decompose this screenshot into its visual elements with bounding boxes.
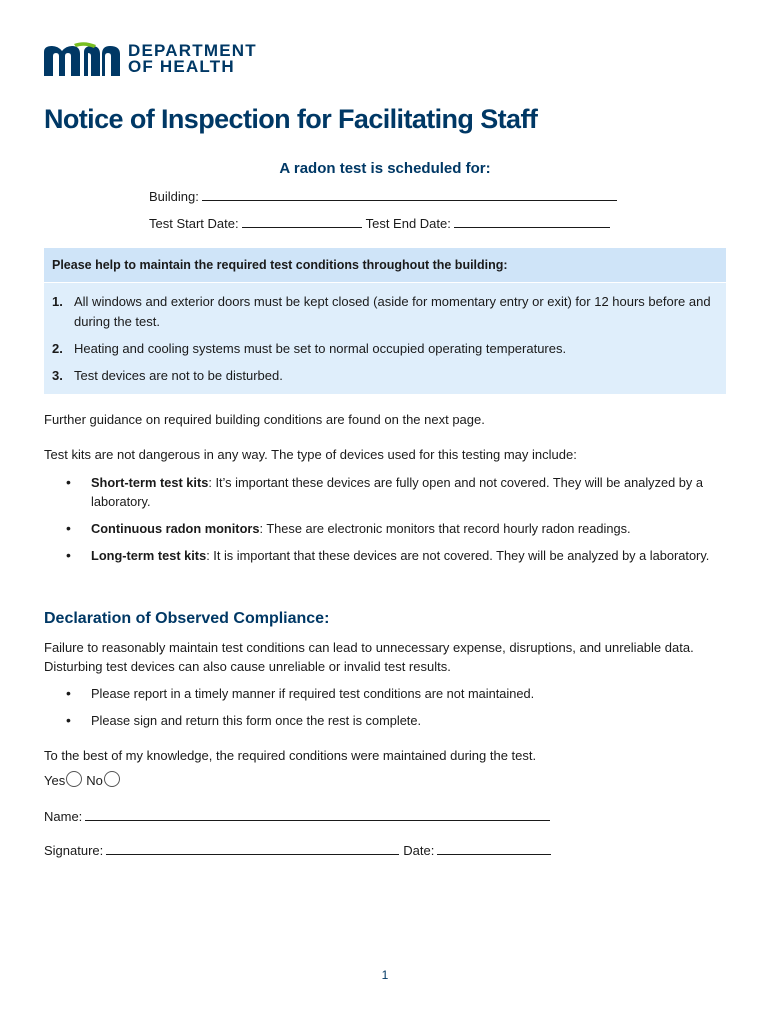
bullet-icon: • xyxy=(66,712,71,728)
condition-item xyxy=(52,366,712,386)
bullet-icon: • xyxy=(66,547,71,563)
declaration-bullet xyxy=(66,684,726,703)
condition-item xyxy=(52,339,712,359)
device-description xyxy=(91,546,709,565)
date-field[interactable] xyxy=(437,842,551,855)
test-start-field[interactable] xyxy=(242,215,362,228)
device-name: Continuous radon monitors xyxy=(91,521,260,536)
condition-text: Test devices are not to be disturbed. xyxy=(74,368,283,383)
bullet-icon: • xyxy=(66,520,71,536)
device-item xyxy=(66,546,726,565)
condition-number: 1. xyxy=(52,294,63,309)
yes-label: Yes xyxy=(44,773,66,788)
logo-wordmark xyxy=(128,43,257,75)
logo-line-2: OF HEALTH xyxy=(128,57,235,76)
test-end-field[interactable] xyxy=(454,215,610,228)
devices-intro: Test kits are not dangerous in any way. The type of devices used for this testing may include: xyxy=(44,447,577,462)
condition-text: All windows and exterior doors must be kept closed (aside for momentary entry or exit) for 12 hours before and during the test. xyxy=(74,294,711,329)
device-description xyxy=(91,473,726,511)
conditions-box-header xyxy=(44,248,726,283)
condition-number: 2. xyxy=(52,341,63,356)
declaration-bullet-text: Please sign and return this form once the rest is complete. xyxy=(91,713,422,728)
building-label: Building: xyxy=(149,189,199,204)
declaration-heading: Declaration of Observed Compliance: xyxy=(44,610,330,627)
bullet-icon: • xyxy=(66,685,71,701)
signature-label: Signature: xyxy=(44,843,104,858)
device-detail: : These are electronic monitors that record hourly radon readings. xyxy=(259,521,631,536)
building-field[interactable] xyxy=(202,188,617,201)
guidance-text: Further guidance on required building conditions are found on the next page. xyxy=(44,412,485,427)
yes-no-row xyxy=(44,771,734,790)
test-end-label: Test End Date: xyxy=(365,216,451,231)
condition-text: Heating and cooling systems must be set to normal occupied operating temperatures. xyxy=(74,341,567,356)
page-number: 1 xyxy=(381,968,389,982)
device-item xyxy=(66,519,726,538)
bullet-icon: • xyxy=(66,474,71,490)
conditions-heading: Please help to maintain the required test conditions throughout the building: xyxy=(52,258,508,272)
device-description xyxy=(91,519,631,538)
compliance-statement: To the best of my knowledge, the required conditions were maintained during the test. xyxy=(44,748,537,763)
logo-line-1: DEPARTMENT xyxy=(128,41,257,60)
declaration-bullet-text: Please report in a timely manner if required test conditions are not maintained. xyxy=(91,686,535,701)
page-title: Notice of Inspection for Facilitating Staff xyxy=(44,104,538,134)
mn-logo-icon xyxy=(44,42,120,76)
test-dates-row xyxy=(149,215,610,231)
no-label: No xyxy=(86,773,103,788)
declaration-bullet xyxy=(66,711,726,730)
condition-item xyxy=(52,292,712,332)
device-detail: : It is important that these devices are not covered. They will be analyzed by a laboratory. xyxy=(206,548,710,563)
signature-field[interactable] xyxy=(106,842,399,855)
device-detail: : It’s important these devices are fully open and not covered. They will be analyzed by a laboratory. xyxy=(91,475,703,509)
yes-radio[interactable] xyxy=(66,771,82,787)
test-start-label: Test Start Date: xyxy=(149,216,239,231)
date-label: Date: xyxy=(403,843,435,858)
mdh-logo xyxy=(44,42,257,76)
name-row xyxy=(44,808,550,824)
condition-number: 3. xyxy=(52,368,63,383)
no-radio[interactable] xyxy=(104,771,120,787)
signature-row xyxy=(44,842,551,858)
device-name: Short-term test kits xyxy=(91,475,209,490)
declaration-paragraph: Failure to reasonably maintain test conditions can lead to unnecessary expense, disruptions, and unreliable data. Disturbing test devices can also cause unreliable or invalid test results. xyxy=(44,640,694,674)
name-field[interactable] xyxy=(85,808,550,821)
name-label: Name: xyxy=(44,809,83,824)
building-row xyxy=(149,188,617,204)
device-item xyxy=(66,473,726,511)
device-name: Long-term test kits xyxy=(91,548,207,563)
page-subtitle: A radon test is scheduled for: xyxy=(279,160,491,177)
